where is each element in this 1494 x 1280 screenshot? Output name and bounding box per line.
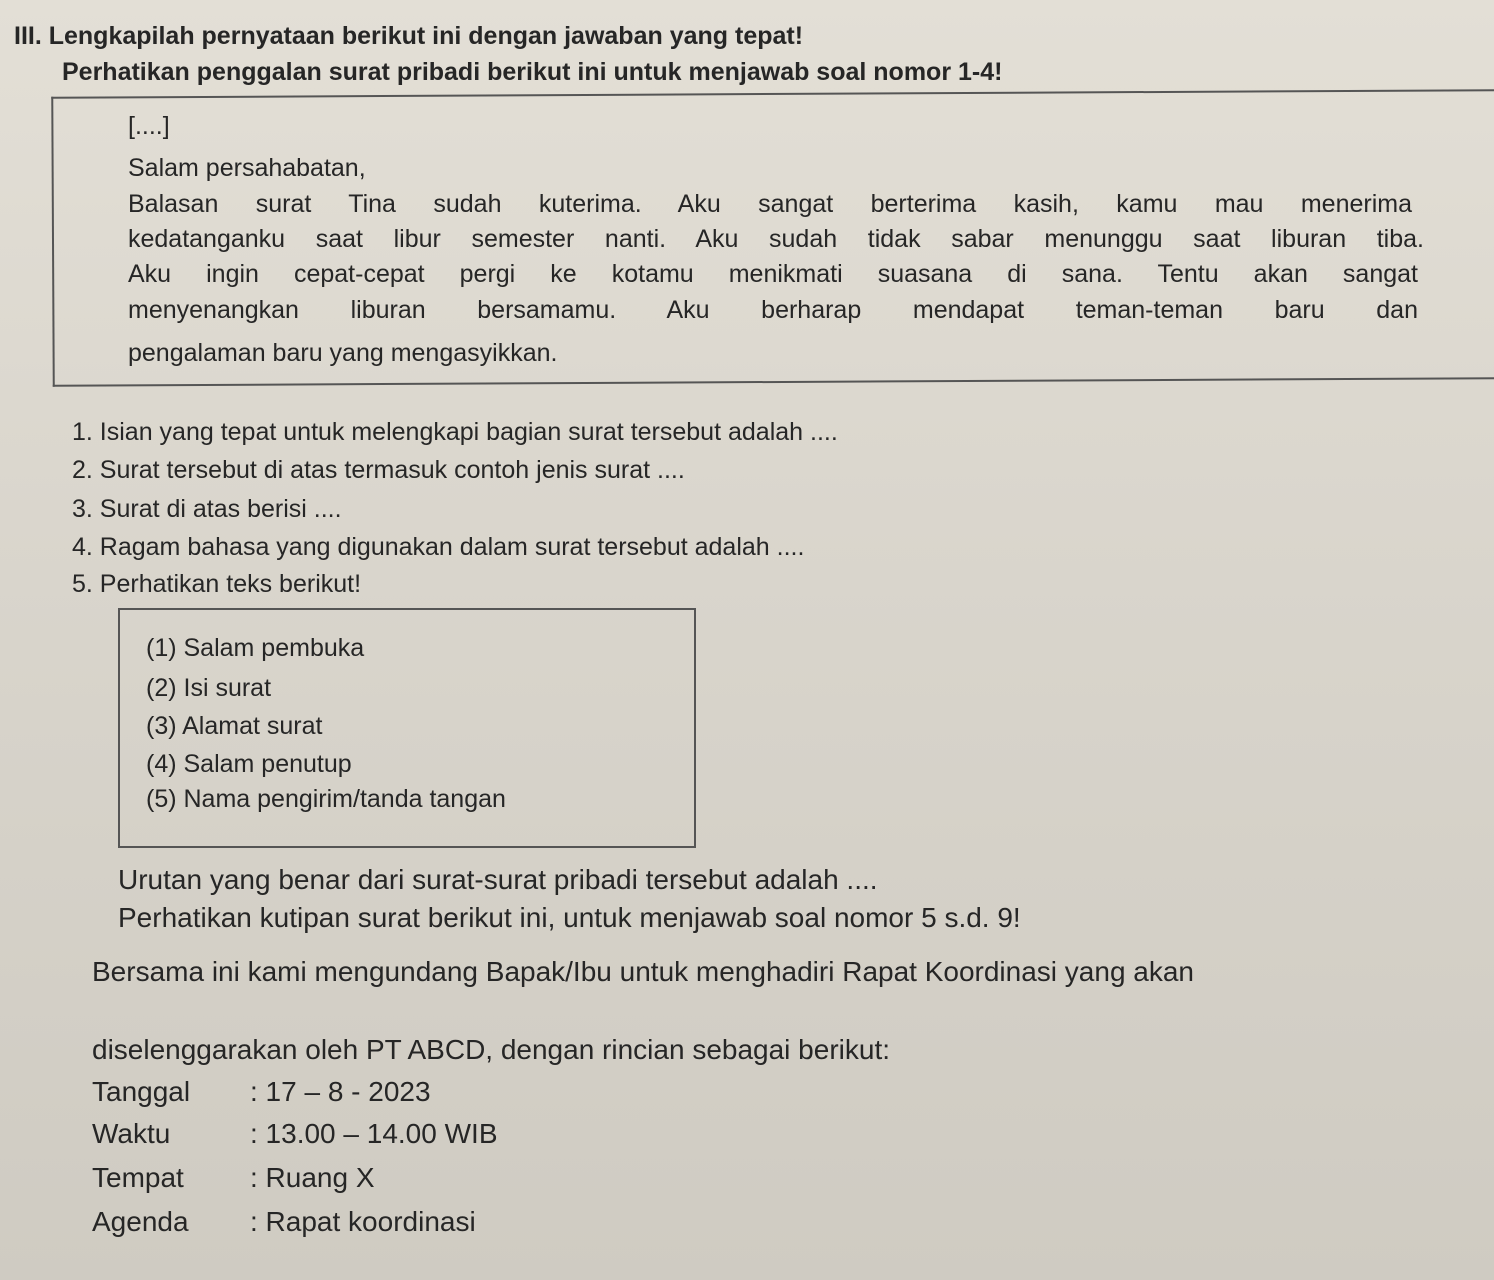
question-4: 4. Ragam bahasa yang digunakan dalam surat tersebut adalah .... bbox=[72, 533, 805, 561]
question-3: 3. Surat di atas berisi .... bbox=[72, 495, 342, 523]
detail-label: Agenda bbox=[92, 1206, 189, 1237]
detail-label: Tanggal bbox=[92, 1076, 191, 1107]
invitation-line: diselenggarakan oleh PT ABCD, dengan rincian sebagai berikut: bbox=[92, 1034, 890, 1065]
detail-value: : Rapat koordinasi bbox=[250, 1206, 476, 1237]
detail-value: : Ruang X bbox=[250, 1162, 375, 1193]
section-title: III. Lengkapilah pernyataan berikut ini dengan jawaban yang tepat! bbox=[14, 22, 804, 50]
letter-line: menyenangkan liburan bersamamu. Aku berharap mendapat teman-teman baru dan bbox=[128, 296, 1418, 324]
list-item: (3) Alamat surat bbox=[146, 712, 323, 740]
detail-value: : 17 – 8 - 2023 bbox=[250, 1076, 431, 1107]
question-5: 5. Perhatikan teks berikut! bbox=[72, 570, 362, 598]
letter-line: kedatanganku saat libur semester nanti. Aku sudah tidak sabar menunggu saat liburan tiba. bbox=[128, 225, 1424, 253]
detail-value: : 13.00 – 14.00 WIB bbox=[250, 1118, 498, 1149]
question-2: 2. Surat tersebut di atas termasuk contoh jenis surat .... bbox=[72, 456, 685, 484]
letter-line: Balasan surat Tina sudah kuterima. Aku sangat berterima kasih, kamu mau menerima bbox=[128, 190, 1412, 218]
question-1: 1. Isian yang tepat untuk melengkapi bagian surat tersebut adalah .... bbox=[72, 418, 838, 446]
list-item: (5) Nama pengirim/tanda tangan bbox=[146, 785, 506, 813]
invitation-line: Bersama ini kami mengundang Bapak/Ibu untuk menghadiri Rapat Koordinasi yang akan bbox=[92, 956, 1195, 987]
list-item: (2) Isi surat bbox=[146, 674, 272, 702]
letter-line: Aku ingin cepat-cepat pergi ke kotamu menikmati suasana di sana. Tentu akan sangat bbox=[128, 260, 1418, 288]
detail-label: Waktu bbox=[92, 1118, 171, 1149]
letter-placeholder: [....] bbox=[128, 112, 170, 140]
section-instruction-2: Perhatikan kutipan surat berikut ini, untuk menjawab soal nomor 5 s.d. 9! bbox=[118, 902, 1021, 933]
letter-greeting: Salam persahabatan, bbox=[128, 154, 366, 182]
list-item: (4) Salam penutup bbox=[146, 750, 352, 778]
list-item: (1) Salam pembuka bbox=[146, 634, 365, 662]
letter-line: pengalaman baru yang mengasyikkan. bbox=[128, 339, 558, 367]
detail-label: Tempat bbox=[92, 1162, 184, 1193]
section-instruction: Perhatikan penggalan surat pribadi berikut ini untuk menjawab soal nomor 1-4! bbox=[62, 58, 1003, 86]
q5-prompt: Urutan yang benar dari surat-surat pribadi tersebut adalah .... bbox=[118, 864, 878, 895]
